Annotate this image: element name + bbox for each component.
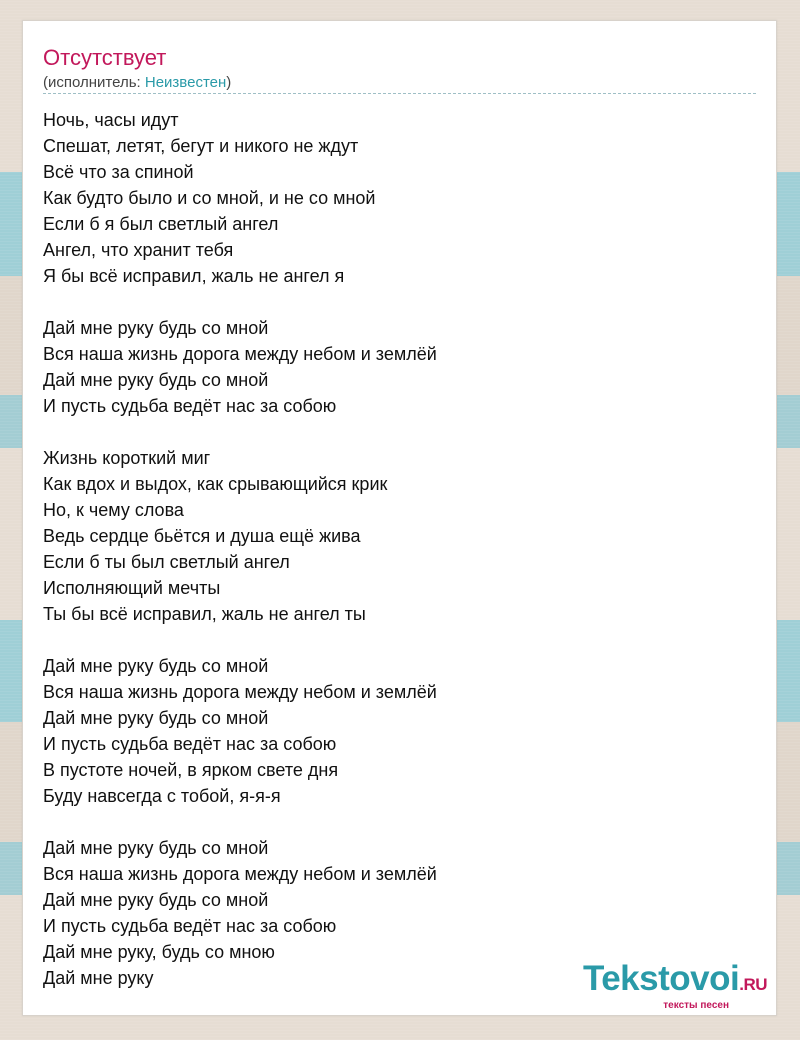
lyric-line: И пусть судьба ведёт нас за собою xyxy=(43,916,337,936)
lyric-line: Если б я был светлый ангел xyxy=(43,214,279,234)
lyrics-card xyxy=(22,20,777,1016)
lyric-line: Дай мне руку, будь со мною xyxy=(43,942,275,962)
lyric-line: Дай мне руку будь со мной xyxy=(43,656,269,676)
site-logo[interactable] xyxy=(582,959,767,1011)
lyric-line: Как вдох и выдох, как срывающийся крик xyxy=(43,474,388,494)
lyric-line: Ведь сердце бьётся и душа ещё жива xyxy=(43,526,361,546)
lyric-line: Спешат, летят, бегут и никого не ждут xyxy=(43,136,359,156)
lyric-line: Дай мне руку будь со мной xyxy=(43,370,269,390)
lyrics-stanza xyxy=(43,653,743,809)
artist-prefix: (исполнитель: xyxy=(43,74,145,91)
lyric-line: И пусть судьба ведёт нас за собою xyxy=(43,734,337,754)
lyric-line: Дай мне руку xyxy=(43,968,154,988)
lyric-line: Ночь, часы идут xyxy=(43,110,179,130)
lyric-line: Исполняющий мечты xyxy=(43,578,221,598)
lyric-line: Дай мне руку будь со мной xyxy=(43,838,269,858)
lyric-line: И пусть судьба ведёт нас за собою xyxy=(43,396,337,416)
lyric-line: Вся наша жизнь дорога между небом и землёй xyxy=(43,682,437,702)
lyric-line: Дай мне руку будь со мной xyxy=(43,318,269,338)
lyrics-stanza xyxy=(43,445,743,627)
lyric-line: Если б ты был светлый ангел xyxy=(43,552,290,572)
lyric-line: Буду навсегда с тобой, я-я-я xyxy=(43,786,281,806)
lyric-line: Ты бы всё исправил, жаль не ангел ты xyxy=(43,604,366,624)
lyric-line: Дай мне руку будь со мной xyxy=(43,708,269,728)
lyrics-stanza xyxy=(43,107,743,289)
logo-text: Tekstovoi xyxy=(582,959,740,998)
logo-tld: .RU xyxy=(739,975,767,994)
lyric-line: Жизнь короткий миг xyxy=(43,448,211,468)
lyrics-body xyxy=(43,107,743,1017)
divider xyxy=(43,93,756,94)
song-title: Отсутствует xyxy=(43,45,167,70)
lyric-line: В пустоте ночей, в ярком свете дня xyxy=(43,760,339,780)
lyric-line: Всё что за спиной xyxy=(43,162,194,182)
lyric-line: Я бы всё исправил, жаль не ангел я xyxy=(43,266,345,286)
lyric-line: Вся наша жизнь дорога между небом и землёй xyxy=(43,344,437,364)
logo-tagline: тексты песен xyxy=(663,1000,729,1011)
lyrics-stanza xyxy=(43,315,743,419)
artist-line xyxy=(43,73,231,93)
lyric-line: Но, к чему слова xyxy=(43,500,184,520)
lyric-line: Дай мне руку будь со мной xyxy=(43,890,269,910)
lyric-line: Ангел, что хранит тебя xyxy=(43,240,234,260)
lyric-line: Как будто было и со мной, и не со мной xyxy=(43,188,376,208)
artist-link[interactable]: Неизвестен xyxy=(144,74,227,91)
lyric-line: Вся наша жизнь дорога между небом и землёй xyxy=(43,864,437,884)
artist-suffix: ) xyxy=(226,74,232,91)
